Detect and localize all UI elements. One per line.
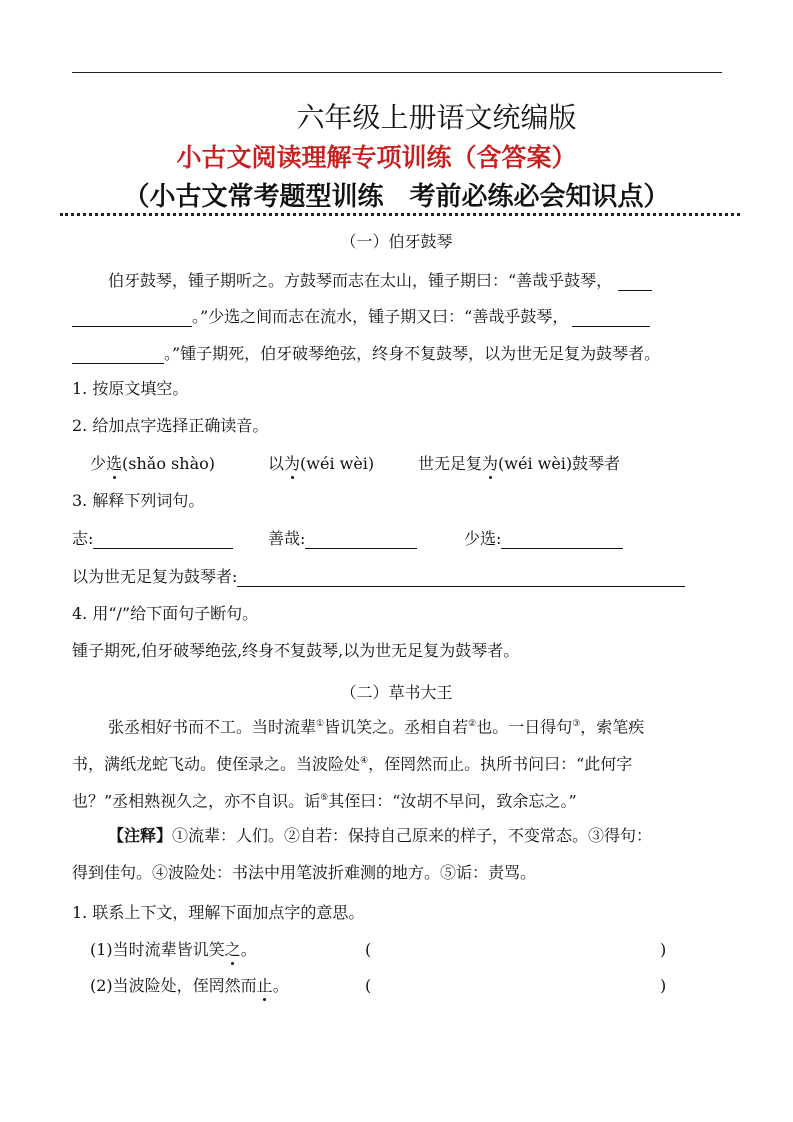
q3-item-d — [72, 567, 685, 587]
q3-a-label: 志: — [72, 529, 94, 548]
passage-text: 。”少选之间而志在流水，锺子期又曰：“善哉乎鼓琴， — [192, 307, 569, 326]
s2-q1-item-b — [90, 976, 289, 996]
item-text: 。 — [272, 976, 289, 995]
q2-item-c — [418, 454, 620, 474]
question-1: 1. 按原文填空。 — [72, 379, 189, 398]
item-text: 。 — [240, 940, 257, 959]
q2-item-b — [268, 454, 374, 474]
notes-text: ①流辈：人们。②自若：保持自己原来的样子，不变常态。③得句： — [172, 826, 653, 845]
answer-paren-open: ( — [365, 976, 372, 995]
q3-item-b — [268, 529, 417, 549]
q2-b-options: (wéi wèi) — [300, 454, 375, 473]
q2-item-a — [90, 454, 215, 474]
document-subtitle: 小古文阅读理解专项训练（含答案） — [176, 143, 577, 172]
question-3: 3. 解释下列词句。 — [72, 491, 205, 510]
q4-sentence: 锺子期死,伯牙破琴绝弦,终身不复鼓琴,以为世无足复为鼓琴者。 — [72, 641, 520, 660]
q2-c-text: 世无足复 — [418, 454, 483, 473]
top-rule — [72, 72, 722, 73]
section2-passage-line3 — [72, 788, 577, 811]
section1-passage-line1 — [108, 271, 652, 291]
document-title: 六年级上册语文统编版 — [296, 101, 577, 134]
passage-text: 伯牙鼓琴，锺子期听之。方鼓琴而志在太山，锺子期曰：“善哉乎鼓琴， — [108, 271, 613, 290]
fill-blank-1b[interactable] — [72, 310, 192, 327]
answer-paren-open: ( — [365, 940, 372, 959]
footnote-marker: ③ — [572, 719, 581, 729]
notes-line2: 得到佳句。④波险处：书法中用笔波折难测的地方。⑤诟：责骂。 — [72, 863, 537, 882]
notes-label: 【注释】 — [108, 826, 173, 845]
section2-passage-line2 — [72, 751, 632, 774]
passage-text: 皆讥笑之。丞相自若 — [324, 717, 469, 737]
q3-d-label: 以为世无足复为鼓琴者: — [72, 567, 238, 586]
notes-line1 — [108, 826, 652, 846]
q2-c-options: (wéi wèi)鼓琴者 — [498, 454, 621, 473]
item-text: (1)当时流辈皆讥笑 — [90, 940, 225, 959]
footnote-marker: ⑤ — [320, 793, 329, 803]
answer-paren-close: ) — [660, 976, 667, 995]
question-2: 2. 给加点字选择正确读音。 — [72, 416, 269, 435]
document-subheading: （小古文常考题型训练 考前必练必会知识点） — [123, 182, 670, 212]
passage-text: ，索笔疾 — [580, 717, 645, 737]
fill-blank-1a[interactable] — [618, 274, 652, 291]
passage-text: ，侄罔然而止。执所书问曰：“此何字 — [368, 754, 633, 774]
fill-blank-2b[interactable] — [72, 347, 164, 364]
dotted-character: 之 — [224, 940, 241, 959]
item-text: (2)当波险处，侄罔然而 — [90, 976, 257, 995]
passage-text: 也。一日得句 — [476, 717, 573, 737]
q2-a-options: (shǎo shào) — [122, 454, 215, 473]
dotted-divider — [60, 213, 740, 216]
q3-c-label: 少选: — [464, 529, 502, 548]
passage-text: 张丞相好书而不工。当时流辈 — [108, 717, 317, 737]
answer-paren-close: ) — [660, 940, 667, 959]
q3-b-label: 善哉: — [268, 529, 306, 548]
passage-text: 书，满纸龙蛇飞动。使侄录之。当波险处 — [72, 754, 361, 774]
q2-b-text: 以 — [268, 454, 285, 473]
q3-item-a — [72, 529, 233, 549]
footnote-marker: ④ — [360, 756, 369, 766]
section2-heading: （二）草书大王 — [340, 683, 453, 702]
section1-heading: （一）伯牙鼓琴 — [340, 232, 453, 251]
section2-passage-line1 — [108, 714, 644, 737]
section2-question-1: 1. 联系上下文，理解下面加点字的意思。 — [72, 903, 365, 922]
question-4: 4. 用“/”给下面句子断句。 — [72, 604, 259, 623]
answer-blank[interactable] — [237, 570, 685, 587]
passage-text: 也？”丞相熟视久之，亦不自识。诟 — [72, 791, 321, 811]
answer-blank[interactable] — [501, 532, 623, 549]
passage-text: 。”锺子期死，伯牙破琴绝弦，终身不复鼓琴，以为世无足复为鼓琴者。 — [164, 344, 661, 363]
dotted-character: 为 — [284, 454, 301, 473]
dotted-character: 选 — [106, 454, 123, 473]
q2-a-text: 少 — [90, 454, 107, 473]
section1-passage-line3 — [72, 344, 660, 364]
footnote-marker: ① — [316, 719, 325, 729]
q3-item-c — [464, 529, 623, 549]
answer-blank[interactable] — [93, 532, 233, 549]
s2-q1-item-a — [90, 940, 257, 960]
dotted-character: 为 — [482, 454, 499, 473]
answer-blank[interactable] — [305, 532, 417, 549]
section1-passage-line2 — [72, 307, 650, 327]
dotted-character: 止 — [256, 976, 273, 995]
fill-blank-2a[interactable] — [572, 310, 650, 327]
footnote-marker: ② — [468, 719, 477, 729]
passage-text: 其侄曰：“汝胡不早问，致余忘之。” — [328, 791, 577, 811]
